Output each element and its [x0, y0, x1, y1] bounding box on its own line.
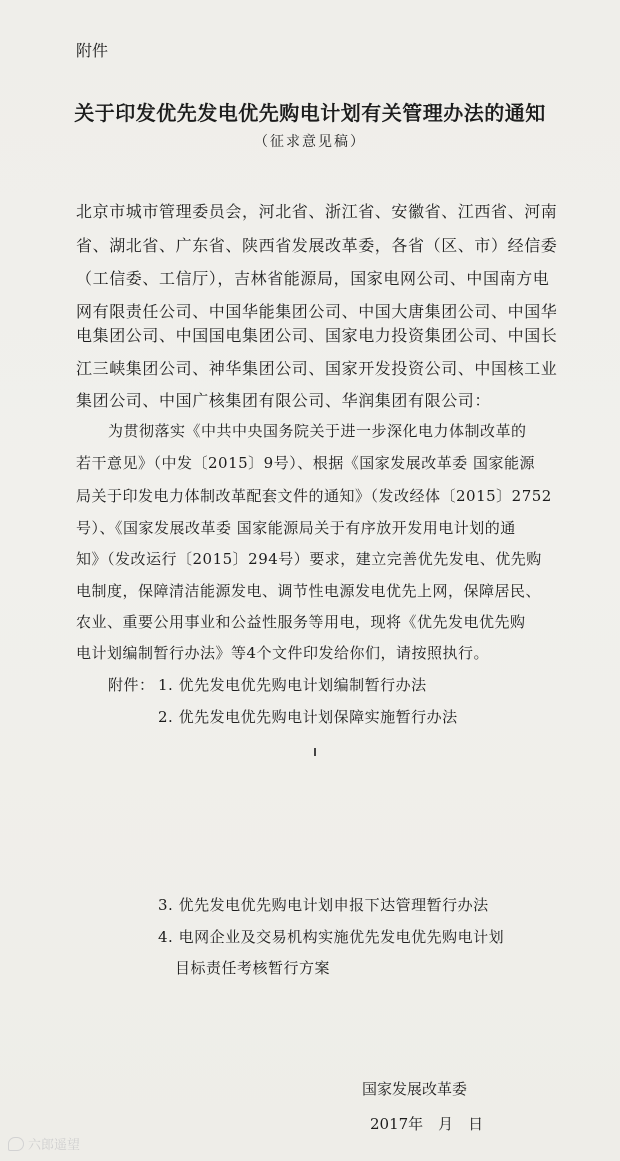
- body-line: 电制度，保障清洁能源发电、调节性电源发电优先上网，保障居民、: [76, 582, 542, 600]
- attachment-item-3: 3. 优先发电优先购电计划申报下达管理暂行办法: [158, 896, 489, 914]
- attachment-item-2: 2. 优先发电优先购电计划保障实施暂行办法: [158, 708, 458, 726]
- attachment-item-4: 4. 电网企业及交易机构实施优先发电优先购电计划: [158, 928, 505, 946]
- chat-bubble-icon: [8, 1137, 24, 1151]
- body-line: 电计划编制暂行办法》等4个文件印发给你们，请按照执行。: [76, 644, 490, 662]
- attachments-prefix: 附件：: [108, 676, 155, 694]
- attachment-item-1: 1. 优先发电优先购电计划编制暂行办法: [158, 676, 427, 694]
- body-line: 农业、重要公用事业和公益性服务等用电，现将《优先发电优先购: [76, 613, 526, 631]
- document-subtitle: （征求意见稿）: [254, 134, 366, 150]
- body-line: 号）、《国家发展改革委 国家能源局关于有序放开发用电计划的通: [76, 519, 516, 537]
- signature-organization: 国家发展改革委: [362, 1080, 468, 1098]
- addressee-line: 电集团公司、中国国电集团公司、国家电力投资集团公司、中国长: [76, 326, 558, 345]
- body-line: 若干意见》（中发〔2015〕9号）、根据《国家发展改革委 国家能源: [76, 454, 535, 472]
- body-line: 局关于印发电力体制改革配套文件的通知》（发改经体〔2015〕2752: [76, 487, 552, 505]
- attachment-item-4-continued: 目标责任考核暂行方案: [175, 959, 331, 977]
- attachment-label: 附件: [76, 41, 109, 60]
- addressee-line: 省、湖北省、广东省、陕西省发展改革委，各省（区、市）经信委: [76, 236, 558, 255]
- page-mark: [314, 748, 316, 756]
- addressee-line: 江三峡集团公司、神华集团公司、国家开发投资公司、中国核工业: [76, 359, 558, 378]
- addressee-line: （工信委、工信厅），吉林省能源局，国家电网公司、中国南方电: [76, 269, 550, 288]
- addressee-line: 网有限责任公司、中国华能集团公司、中国大唐集团公司、中国华: [76, 302, 558, 321]
- body-line: 知》（发改运行〔2015〕294号）要求，建立完善优先发电、优先购: [76, 550, 542, 568]
- watermark: [8, 1134, 80, 1153]
- document-title: 关于印发优先发电优先购电计划有关管理办法的通知: [74, 101, 546, 125]
- body-line: 为贯彻落实《中共中央国务院关于进一步深化电力体制改革的: [108, 422, 527, 440]
- signature-date: 2017年 月 日: [370, 1115, 484, 1133]
- addressee-line: 北京市城市管理委员会，河北省、浙江省、安徽省、江西省、河南: [76, 202, 558, 221]
- watermark-text: 六郎遥望: [28, 1138, 81, 1153]
- addressee-line: 集团公司、中国广核集团有限公司、华润集团有限公司：: [76, 391, 492, 410]
